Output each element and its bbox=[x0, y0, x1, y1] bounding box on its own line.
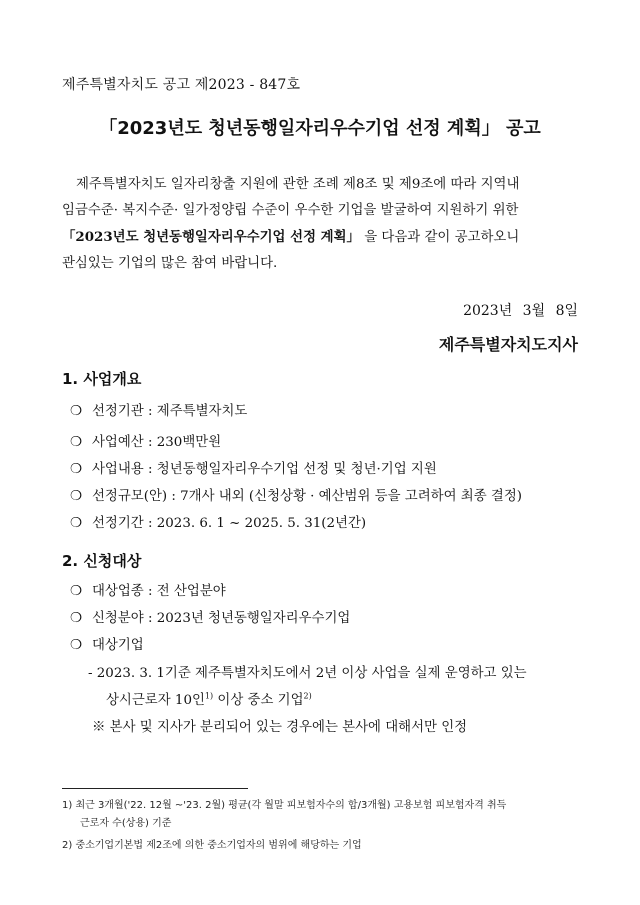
footnote-2: 2) 중소기업기본법 제2조에 의한 중소기업자의 범위에 해당하는 기업 bbox=[62, 840, 362, 851]
intro-paragraph bbox=[62, 172, 582, 277]
footnote-1 bbox=[62, 796, 506, 829]
footnote-ref-1: 1) bbox=[204, 691, 214, 701]
bullet-icon: ❍ bbox=[70, 462, 83, 477]
intro-line-1: 제주특별자치도 일자리창출 지원에 관한 조례 제8조 및 제9조에 따라 지역내 bbox=[76, 177, 520, 192]
list-item bbox=[70, 512, 366, 531]
footnote-1-line-1: 1) 최근 3개월('22. 12월 ~'23. 2월) 평균(각 월말 피보험자수의 합/3개월) 고용보험 피보험자격 취득 bbox=[62, 800, 507, 811]
section-1-heading: 1. 사업개요 bbox=[62, 370, 142, 388]
issuer: 제주특별자치도지사 bbox=[438, 335, 578, 354]
target-criteria-text-a: 상시근로자 10인 bbox=[106, 693, 205, 708]
list-item bbox=[70, 634, 144, 653]
notice-date: 2023년 3월 8일 bbox=[463, 303, 578, 319]
intro-line-3 bbox=[62, 224, 582, 251]
list-item-text: 사업예산 : 230백만원 bbox=[92, 435, 222, 450]
target-criteria-line-2 bbox=[106, 689, 312, 708]
list-item bbox=[70, 431, 221, 450]
bullet-icon: ❍ bbox=[70, 404, 83, 419]
footnote-divider bbox=[62, 788, 248, 789]
intro-line-2: 임금수준· 복지수준· 일가정양립 수준이 우수한 기업을 발굴하여 지원하기 위한 bbox=[62, 203, 519, 218]
footnote-ref-2: 2) bbox=[303, 691, 312, 701]
notice-number: 제주특별자치도 공고 제2023 - 847호 bbox=[62, 77, 301, 93]
list-item bbox=[70, 400, 247, 419]
list-item-text: 대상업종 : 전 산업분야 bbox=[92, 584, 226, 599]
list-item-text: 대상기업 bbox=[92, 638, 144, 653]
list-item-text: 사업내용 : 청년동행일자리우수기업 선정 및 청년·기업 지원 bbox=[92, 462, 437, 477]
list-item bbox=[70, 458, 437, 477]
list-item-text: 선정기관 : 제주특별자치도 bbox=[92, 404, 248, 419]
headquarters-note: ※ 본사 및 지사가 분리되어 있는 경우에는 본사에 대해서만 인정 bbox=[92, 720, 468, 735]
intro-line-4: 관심있는 기업의 많은 참여 바랍니다. bbox=[62, 256, 278, 271]
bullet-icon: ❍ bbox=[70, 584, 83, 599]
target-criteria-line-1: - 2023. 3. 1기준 제주특별자치도에서 2년 이상 사업을 실제 운영하고 있는 bbox=[88, 666, 527, 681]
list-item bbox=[70, 485, 522, 504]
list-item-text: 선정규모(안) : 7개사 내외 (신청상황 · 예산범위 등을 고려하여 최종 결정) bbox=[92, 489, 523, 504]
bullet-icon: ❍ bbox=[70, 611, 83, 626]
page-title: 「2023년도 청년동행일자리우수기업 선정 계획」 공고 bbox=[99, 118, 541, 139]
intro-line-3-rest: 을 다음과 같이 공고하오니 bbox=[364, 230, 520, 245]
list-item-text: 신청분야 : 2023년 청년동행일자리우수기업 bbox=[92, 611, 351, 626]
list-item bbox=[70, 607, 350, 626]
list-item-text: 선정기간 : 2023. 6. 1 ~ 2025. 5. 31(2년간) bbox=[92, 516, 367, 531]
target-criteria-text-b: 이상 중소 기업 bbox=[213, 693, 304, 708]
bullet-icon: ❍ bbox=[70, 638, 83, 653]
bullet-icon: ❍ bbox=[70, 489, 83, 504]
bullet-icon: ❍ bbox=[70, 435, 83, 450]
list-item bbox=[70, 580, 226, 599]
bullet-icon: ❍ bbox=[70, 516, 83, 531]
intro-line-3-bold: 「2023년도 청년동행일자리우수기업 선정 계획」 bbox=[62, 229, 360, 245]
section-2-heading: 2. 신청대상 bbox=[62, 552, 142, 570]
footnote-1-line-2: 근로자 수(상용) 기준 bbox=[80, 818, 172, 829]
